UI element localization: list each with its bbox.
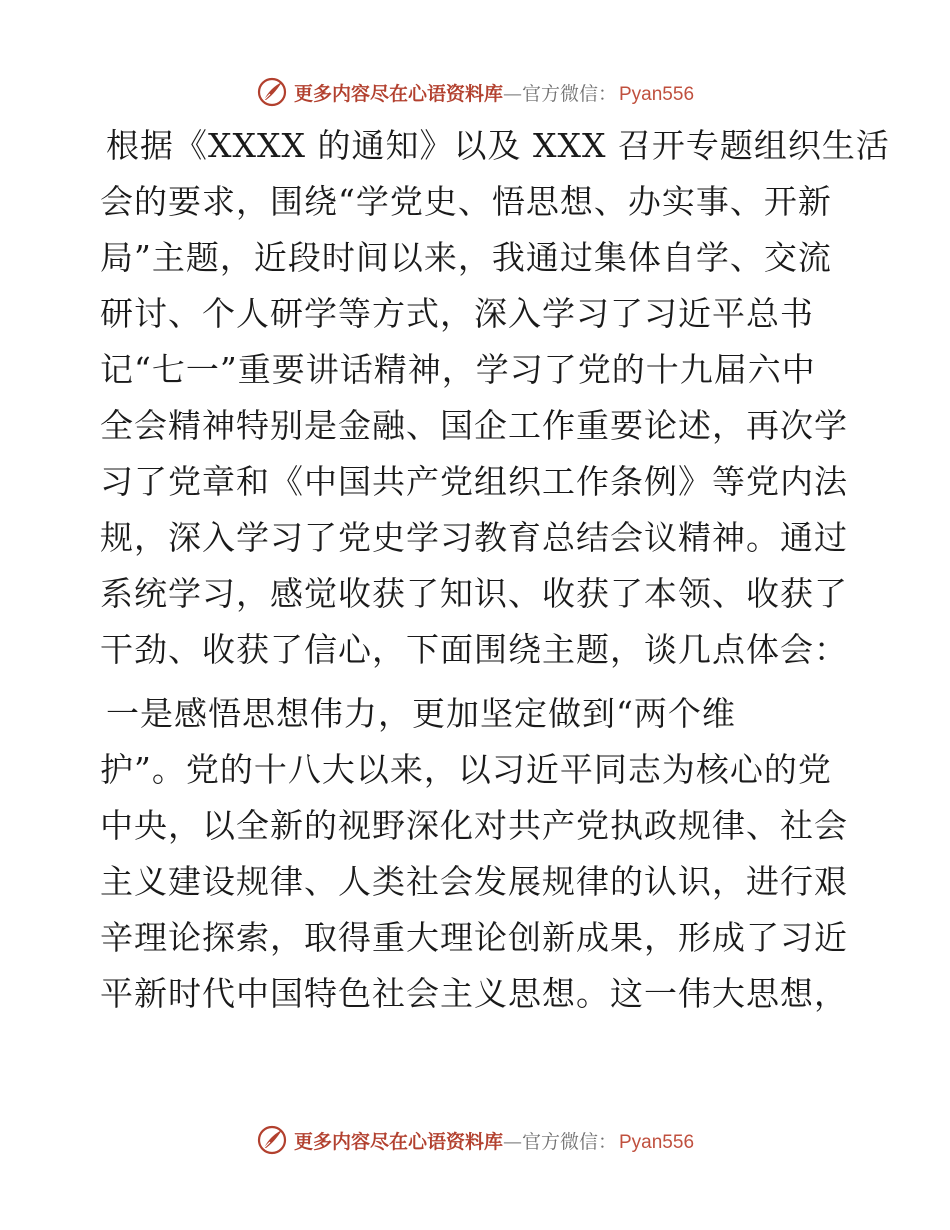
footer-banner-text: [294, 1127, 694, 1154]
text-line: 习了党章和《中国共产党组织工作条例》等党内法: [100, 462, 848, 501]
paragraph-1: [100, 118, 890, 678]
footer-separator: —: [502, 1130, 522, 1153]
header-wechat-label: 官方微信：: [521, 82, 617, 105]
feather-pen-logo-icon: [256, 76, 288, 108]
text-line: 一是感悟思想伟力，更加坚定做到“两个维: [106, 694, 736, 733]
text-line: 研讨、个人研学等方式，深入学习了习近平总书: [100, 294, 814, 333]
text-line: 主义建设规律、人类社会发展规律的认识，进行艰: [100, 862, 848, 901]
text-line: 根据《XXXX 的通知》以及 XXX 召开专题组织生活: [106, 126, 890, 165]
header-wechat-id: Pyan556: [619, 83, 695, 105]
footer-wechat-label: 官方微信：: [521, 1130, 617, 1153]
footer-wechat-id: Pyan556: [619, 1131, 695, 1153]
feather-pen-logo-icon: [256, 1124, 288, 1156]
text-line: 干劲、收获了信心，下面围绕主题，谈几点体会：: [100, 630, 848, 669]
paragraph-2: [100, 686, 860, 1022]
text-line: 平新时代中国特色社会主义思想。这一伟大思想，: [100, 974, 848, 1013]
text-line: 会的要求，围绕“学党史、悟思想、办实事、开新: [100, 182, 832, 221]
text-line: 全会精神特别是金融、国企工作重要论述，再次学: [100, 406, 848, 445]
document-body: [100, 118, 890, 1022]
footer-banner: [0, 1120, 950, 1160]
header-banner: [0, 72, 950, 112]
text-line: 护”。党的十八大以来，以习近平同志为核心的党: [100, 750, 832, 789]
text-line: 系统学习，感觉收获了知识、收获了本领、收获了: [100, 574, 848, 613]
header-brand-text: 更多内容尽在心语资料库: [293, 82, 503, 105]
footer-brand-text: 更多内容尽在心语资料库: [293, 1130, 503, 1153]
text-line: 规，深入学习了党史学习教育总结会议精神。通过: [100, 518, 848, 557]
text-line: 记“七一”重要讲话精神，学习了党的十九届六中: [100, 350, 816, 389]
header-banner-text: [294, 79, 694, 106]
paragraph-spacer: [100, 678, 860, 686]
text-line: 局”主题，近段时间以来，我通过集体自学、交流: [100, 238, 832, 277]
text-line: 中央，以全新的视野深化对共产党执政规律、社会: [100, 806, 848, 845]
header-separator: —: [502, 82, 522, 105]
text-line: 辛理论探索，取得重大理论创新成果，形成了习近: [100, 918, 848, 957]
